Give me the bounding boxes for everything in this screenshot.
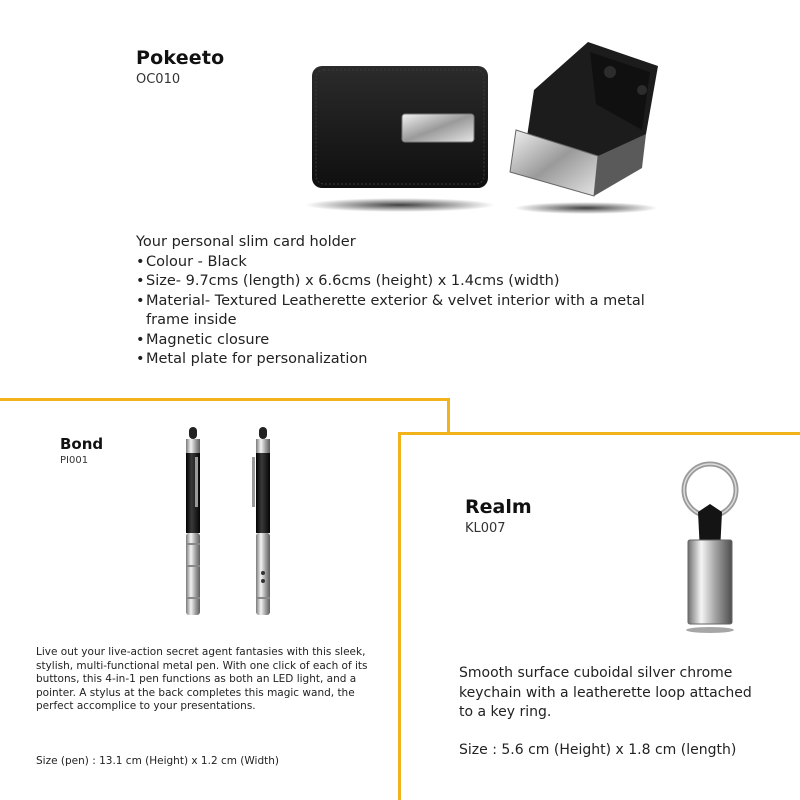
card-holder-closed-image [300,62,500,222]
keychain-image [670,460,760,640]
card-holder-open-image [506,38,666,223]
pokeeto-intro: Your personal slim card holder [136,234,356,250]
pokeeto-description [136,233,656,370]
pen-front-view [186,427,200,615]
pen-image [175,425,295,625]
feature-plate: • Metal plate for personalization [136,350,656,370]
product-code-bond: PI001 [60,455,89,466]
feature-size: • Size- 9.7cms (length) x 6.6cms (height) x 1.4cms (width) [136,272,656,292]
accent-frame-line [447,398,450,433]
realm-description: Smooth surface cuboidal silver chrome keychain with a leatherette loop attached to a key ring. [459,665,752,720]
pokeeto-feature-list [136,253,656,370]
bond-description: Live out your live-action secret agent fantasies with this sleek, stylish, multi-functional metal pen. With one click of each of its buttons, this 4-in-1 pen functions as both an LED light, and a pointer. A stylus at the back completes this magic wand, the perfect accomplice to your presentations. [36,646,368,713]
accent-frame-line [0,398,450,401]
product-title-realm: Realm [465,496,532,518]
accent-frame-line [398,432,800,435]
bond-size: Size (pen) : 13.1 cm (Height) x 1.2 cm (Width) [36,755,279,767]
realm-size: Size : 5.6 cm (Height) x 1.8 cm (length) [459,742,737,758]
product-code-realm: KL007 [465,521,506,536]
pen-side-view [252,427,270,615]
feature-colour: • Colour - Black [136,253,656,273]
feature-material: • Material- Textured Leatherette exterior & velvet interior with a metal frame inside [136,292,656,331]
product-code-pokeeto: OC010 [136,72,181,87]
accent-frame-line [398,432,401,800]
product-title-pokeeto: Pokeeto [136,47,225,69]
feature-closure: • Magnetic closure [136,331,656,351]
product-title-bond: Bond [60,435,104,453]
